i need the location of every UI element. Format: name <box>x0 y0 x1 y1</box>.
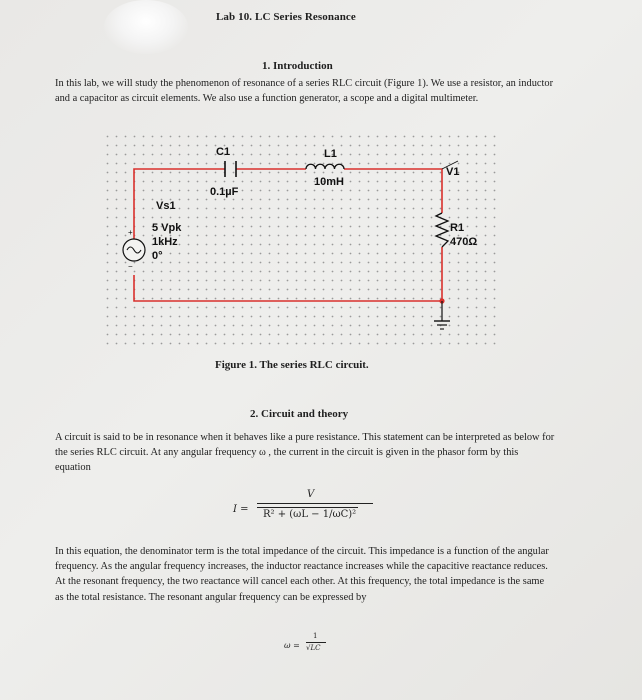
resonance-fraction-bar <box>306 642 326 643</box>
figure-caption: Figure 1. The series RLC circuit. <box>215 359 369 371</box>
inductor-name-label: L1 <box>324 148 337 160</box>
current-equation-denominator: R² + (ωL − 1/ωC)² <box>257 507 358 520</box>
resonance-equation <box>284 634 344 660</box>
photo-glare <box>104 0 188 54</box>
probe-name-label: V1 <box>446 166 460 178</box>
section-2-title: 2. Circuit and theory <box>250 408 349 420</box>
capacitor-name-label: C1 <box>216 146 231 158</box>
section-1-title: 1. Introduction <box>262 60 333 72</box>
resistor-name-label: R1 <box>450 222 465 234</box>
resonance-equation-lhs: ω = <box>284 641 300 650</box>
capacitor-value-label: 0.1µF <box>210 186 239 198</box>
resonance-equation-denominator: √LC <box>306 644 321 652</box>
rlc-circuit-diagram <box>106 135 498 345</box>
source-name-label: Vs1 <box>156 200 176 212</box>
page-header: Lab 10. LC Series Resonance <box>216 11 356 23</box>
inductor-value-label: 10mH <box>314 176 344 188</box>
current-fraction-bar <box>257 503 373 504</box>
source-amplitude-label: 5 Vpk <box>152 222 182 234</box>
source-frequency-label: 1kHz <box>152 236 178 248</box>
resistor-value-label: 470Ω <box>450 236 478 248</box>
intro-paragraph: In this lab, we will study the phenomenon of resonance of a series RLC circuit (Figure 1). We use a resistor, an inductor and a capacitor as circuit elements. We also use a function generator, a scope and a digital multimeter. <box>55 78 554 105</box>
svg-text:+: + <box>128 228 133 237</box>
current-equation <box>233 490 383 538</box>
theory-paragraph-1: A circuit is said to be in resonance when it behaves like a pure resistance. This statement can be interpreted as below for the series RLC circuit. At any angular frequency ω , the current in the circuit is given in the phasor form by this equation <box>55 432 555 474</box>
resonance-equation-numerator: 1 <box>313 632 318 640</box>
source-phase-label: 0° <box>152 250 163 262</box>
theory-paragraph-2: In this equation, the denominator term is the total impedance of the circuit. This impedance is a function of the angular frequency. As the angular frequency increases, the inductor reactance increases while the capacitive reactance reduces. At the resonant frequency, the two reactance will cancel each other. At this frequency, the total impedance is the same as the total resistance. The resonant angular frequency can be expressed by <box>55 546 549 603</box>
svg-text:−: − <box>128 262 133 271</box>
current-equation-lhs: I = <box>233 504 249 515</box>
current-equation-numerator: V <box>307 489 315 500</box>
